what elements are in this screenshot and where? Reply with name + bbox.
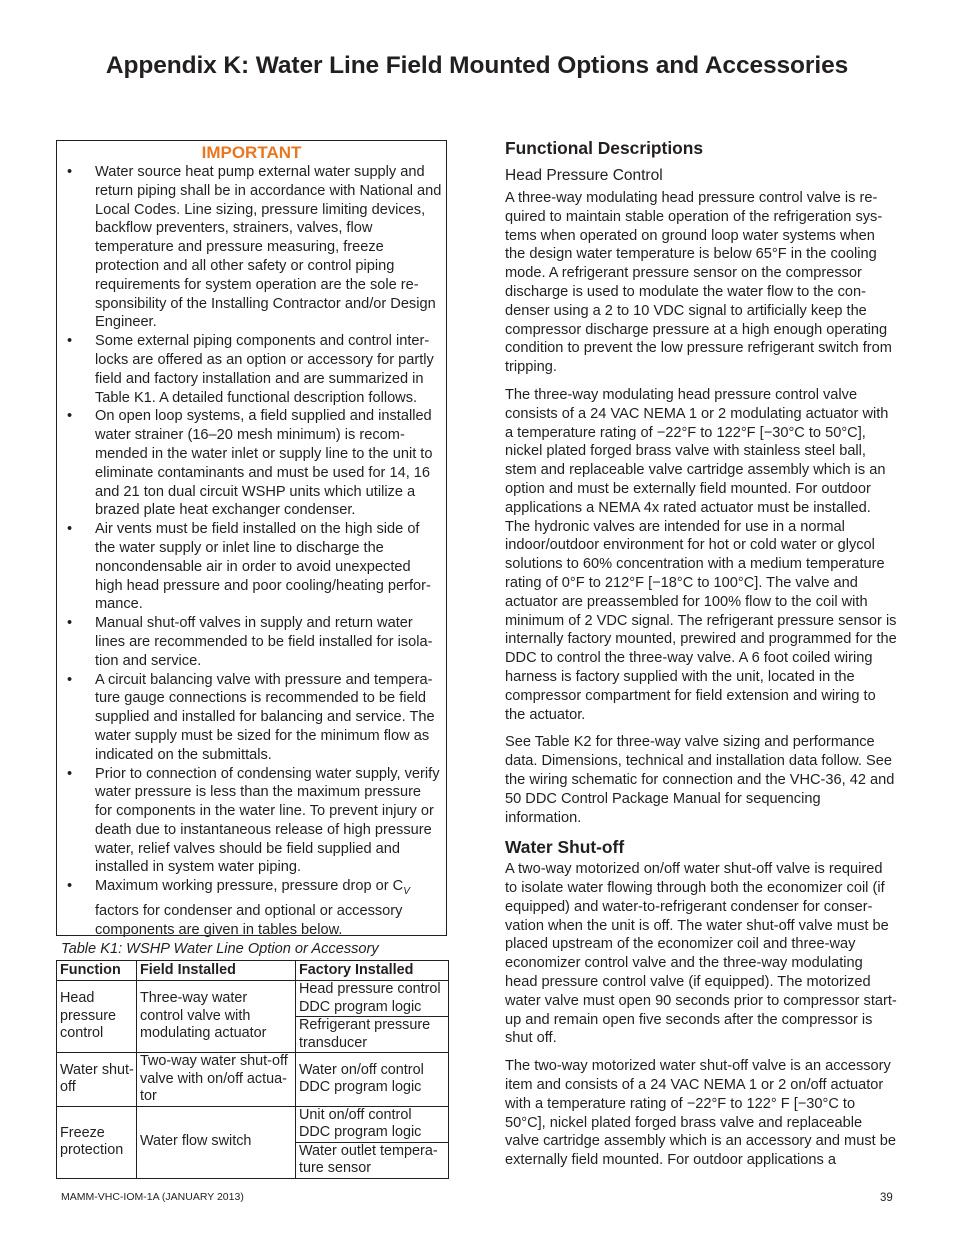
field-installed-cell: Water flow switch <box>137 1106 296 1178</box>
important-bullet <box>57 877 446 939</box>
paragraph: The three-way modulating head pressure control valve consists of a 24 VAC NEMA 1 or 2 modulating actuator with a temperature rating of −22°F to 122°F [−30°C to 50°C], nickel plated forged brass valve with stainless steel ball, stem and replaceable valve cartridge assembly which is an option and must be externally field mounted. For outdoor applications a NEMA 4x rated actuator must be installed. The hydronic valves are intended for use in a normal indoor/outdoor environment for hot or cold water or glycol solutions to 60% concentration with a medium temperature rating of 0°F to 212°F [−18°C to 100°C]. The valve and actuator are preassembled for 100% flow to the coil with minimum of 2 VDC signal. The refrigerant pressure sensor is internally factory mounted, prewired and programmed for the DDC to control the three-way valve. A 6 foot coiled wiring harness is factory supplied with the unit, located in the compressor compartment for field extension and wiring to the actuator. <box>505 386 897 723</box>
field-installed-cell: Three-way water control valve with modulating actuator <box>137 981 296 1053</box>
table-k1 <box>56 960 449 1179</box>
right-column <box>505 138 897 1179</box>
field-installed-cell: Two-way water shut-off valve with on/off actuator <box>137 1053 296 1107</box>
header-field-installed: Field Installed <box>137 961 296 981</box>
head-pressure-control-subheading: Head Pressure Control <box>505 167 663 184</box>
paragraph: A two-way motorized on/off water shut-off valve is required to isolate water flowing through both the economizer coil (if equipped) and water-to-refrigerant condenser for conservation when the unit is off. The water shut-off valve must be placed upstream of the economizer coil and three-way economizer control valve and the three-way modulating head pressure control valve (if equipped). The motorized water valve must open 90 seconds prior to compressor start-up and remain open five seconds after the compressor is shut off. <box>505 861 897 1047</box>
table-header-row <box>57 961 449 981</box>
bullet-text-after: factors for condenser and optional or accessory components are given in tables below. <box>95 902 403 938</box>
factory-installed-cell: Unit on/off control DDC program logic <box>296 1106 449 1142</box>
header-factory-installed: Factory Installed <box>296 961 449 981</box>
important-heading: IMPORTANT <box>201 143 302 162</box>
water-shutoff-heading: Water Shut-off <box>505 837 625 858</box>
factory-installed-cell: Refrigerant pressure transducer <box>296 1017 449 1053</box>
important-notice-box <box>56 140 447 936</box>
table-row <box>57 1106 449 1142</box>
factory-installed-cell: Water outlet temperature sensor <box>296 1142 449 1178</box>
table-k1-caption: Table K1: WSHP Water Line Option or Accessory <box>61 941 379 957</box>
bullet-text-before: Maximum working pressure, pressure drop or C <box>95 878 404 895</box>
page-number: 39 <box>880 1192 893 1204</box>
important-bullet: • A circuit balancing valve with pressure and temperature gauge connections is recommended to be field supplied and installed for balancing and service. The water supply must be sized for the minimum flow as indicated on the submittals. <box>57 671 446 765</box>
paragraph: A three-way modulating head pressure control valve is required to maintain stable operation of the refrigeration systems when operated on ground loop water systems when the design water temperature is below 65°F in the cooling mode. A refrigerant pressure sensor on the compressor discharge is used to modulate the water flow to the condenser using a 2 to 10 VDC signal to artificially keep the compressor discharge pressure at a high enough operating condition to prevent the low pressure refrigerant switch from tripping. <box>505 190 892 376</box>
important-bullet-list <box>57 163 446 940</box>
important-bullet: • Water source heat pump external water supply and return piping shall be in accordance with National and Local Codes. Line sizing, pressure limiting devices, backflow preventers, strainers, valves, flow temperature and pressure measuring, freeze protection and all other safety or control piping requirements for system operation are the sole responsibility of the Installing Contractor and/or Design Engineer. <box>57 163 446 332</box>
factory-installed-cell: Water on/off control DDC program logic <box>296 1053 449 1107</box>
paragraph: The two-way motorized water shut-off valve is an accessory item and consists of a 24 VAC NEMA 1 or 2 on/off actuator with a temperature rating of −22°F to 122° F [−30°C to 50°C], nickel plated forged brass valve and replaceable valve cartridge assembly which is an accessory and must be externally field mounted. For outdoor applications a <box>505 1058 896 1169</box>
function-cell: Head pressure control <box>57 981 137 1053</box>
function-cell: Freeze protection <box>57 1106 137 1178</box>
cv-subscript: V <box>403 886 410 898</box>
header-function: Function <box>57 961 137 981</box>
important-bullet: • Manual shut-off valves in supply and return water lines are recommended to be field installed for isolation and service. <box>57 614 446 670</box>
page-title: Appendix K: Water Line Field Mounted Options and Accessories <box>105 52 849 79</box>
functional-descriptions-heading: Functional Descriptions <box>505 138 704 158</box>
important-bullet: • Prior to connection of condensing water supply, verify water pressure is less than the maximum pressure for components in the water line. To prevent injury or death due to instantaneous release of high pressure water, relief valves should be field supplied and installed in system water piping. <box>57 765 446 878</box>
table-row <box>57 981 449 1017</box>
document-id: MAMM-VHC-IOM-1A (JANUARY 2013) <box>61 1191 244 1203</box>
important-bullet: • On open loop systems, a field supplied and installed water strainer (16–20 mesh minimum) is recommended in the water inlet or supply line to the unit to eliminate contaminants and must be used for 14, 16 and 21 ton dual circuit WSHP units which utilize a brazed plate heat exchanger condenser. <box>57 407 446 520</box>
factory-installed-cell: Head pressure control DDC program logic <box>296 981 449 1017</box>
paragraph: See Table K2 for three-way valve sizing and performance data. Dimensions, technical and installation data follow. See the wiring schematic for connection and the VHC-36, 42 and 50 DDC Control Package Manual for sequencing information. <box>505 734 895 826</box>
important-bullet: • Some external piping components and control interlocks are offered as an option or accessory for partly field and factory installation and are summarized in Table K1. A detailed functional description follows. <box>57 332 446 407</box>
table-row <box>57 1053 449 1107</box>
function-cell: Water shut-off <box>57 1053 137 1107</box>
important-bullet: • Air vents must be field installed on the high side of the water supply or inlet line to discharge the noncondensable air in order to avoid unexpected high head pressure and poor cooling/heating performance. <box>57 520 446 614</box>
